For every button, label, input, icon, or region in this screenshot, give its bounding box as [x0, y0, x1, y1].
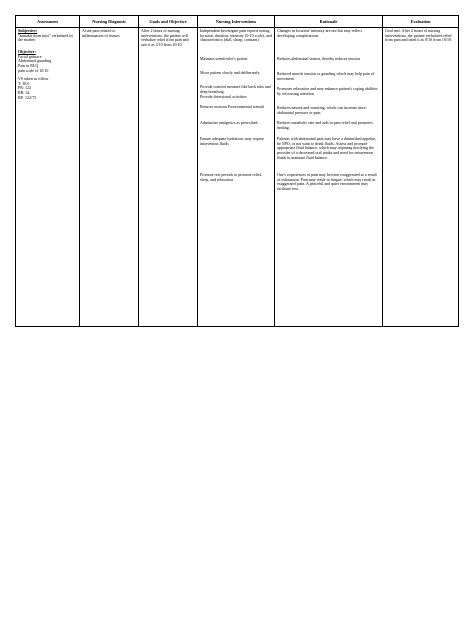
header-evaluation: Evaluation [383, 16, 459, 28]
rationale-item: Reduces metabolic rate and aids in pain relief and promotes healing. [277, 120, 373, 130]
vital-sign: RR: 34 [18, 90, 30, 96]
intervention-item: Ensure adequate hydration; may require intravenous fluids [200, 136, 264, 146]
rationale-cell [275, 28, 383, 327]
vs-label: VS taken as follow [18, 76, 49, 81]
objective-line: Pain in RLQ [18, 63, 39, 69]
header-nursing-diagnosis: Nursing Diagnosis [80, 16, 139, 28]
diagnosis-text: Acute pain related to inflammation of tissues [82, 28, 120, 38]
rationale-item: Reduced muscle tension or guarding which may help pain of movement [277, 71, 375, 81]
vital-sign: T: 38.6 [18, 80, 30, 86]
evaluation-text: Goal met. After 2 hours of nursing interventions, the patient verbalized relief from pain and rated it as 0/10 from 10/10. [385, 28, 452, 43]
subjective-text: "masakit tiyan niya" verbalized by the mother [18, 32, 74, 43]
rationale-item: Promotes relaxation and may enhance patient's coping abilities by refocusing attention [277, 86, 378, 96]
intervention-item: Provide diversional activities [200, 94, 247, 99]
interventions-cell [198, 28, 275, 327]
intervention-item: Move patient slowly and deliberately. [200, 70, 261, 75]
vital-sign: PR: 122 [18, 85, 32, 91]
header-rationale: Rationale [275, 16, 383, 28]
rationale-item: One's experiences of pain may become exaggerated as a result of exhaustion. Pain may result in fatigue, which may result in exaggerated pain. A peaceful and quiet environment may facilitate rest. [277, 172, 377, 192]
objective-label: Objective: [18, 49, 36, 54]
diagnosis-cell [80, 28, 139, 327]
rationale-item: Reduces abdominal station, thereby reduces tension [277, 56, 360, 61]
subjective-label: Subjective: [18, 28, 38, 33]
intervention-item: Provide comfort measure like back rubs and deep breathing. [200, 84, 271, 94]
header-assessment: Assessment [16, 16, 80, 28]
header-goals-objective: Goals and Objective [139, 16, 198, 28]
intervention-item: Maintain semifowler's poison [200, 56, 248, 61]
vital-sign: BP: 122/75 [18, 94, 37, 100]
objective-line: Facial grimace [18, 53, 42, 59]
rationale-item: Patients with abdominal pain may have a diminished appetite, be NPO, or not want to drink fluids. Assess and promote appropriate fluid balance, which may requiring notifying the provider of a decreased oral intake and need for intravenous fluids to maintain fluid balance. [277, 136, 377, 160]
nursing-care-plan-table [15, 15, 459, 327]
intervention-item: Promote rest periods to promote relief, sleep, and relaxation. [200, 172, 262, 182]
header-row [16, 16, 459, 28]
rationale-item: Changes in location/ intensity are not but may reflect developing complications [277, 28, 362, 38]
intervention-item: Administer analgesics as prescribed. [200, 120, 259, 125]
evaluation-cell [383, 28, 459, 327]
rationale-item: Reduces nausea and vomiting, which can increase intra-abdominal pressure or pain. [277, 105, 367, 115]
header-nursing-interventions: Nursing Interventions [198, 16, 275, 28]
intervention-item: Remove noxious Environmental stimuli [200, 104, 264, 109]
goals-cell [139, 28, 198, 327]
objective-line: pain scale of 10/10 [18, 67, 49, 73]
goals-text: After 2 hours of nursing interventions, the patient will verbalize relief from pain and rate it as 3/10 from 10/10. [141, 28, 189, 48]
intervention-item: Independent Investigate pain reports noting location, duration, intensity (0-10 scale), and characteristics (dull, sharp, constant) [200, 28, 272, 43]
objective-line: Abdominal guarding [18, 58, 52, 64]
assessment-cell [16, 28, 80, 327]
care-plan-row [16, 28, 459, 327]
